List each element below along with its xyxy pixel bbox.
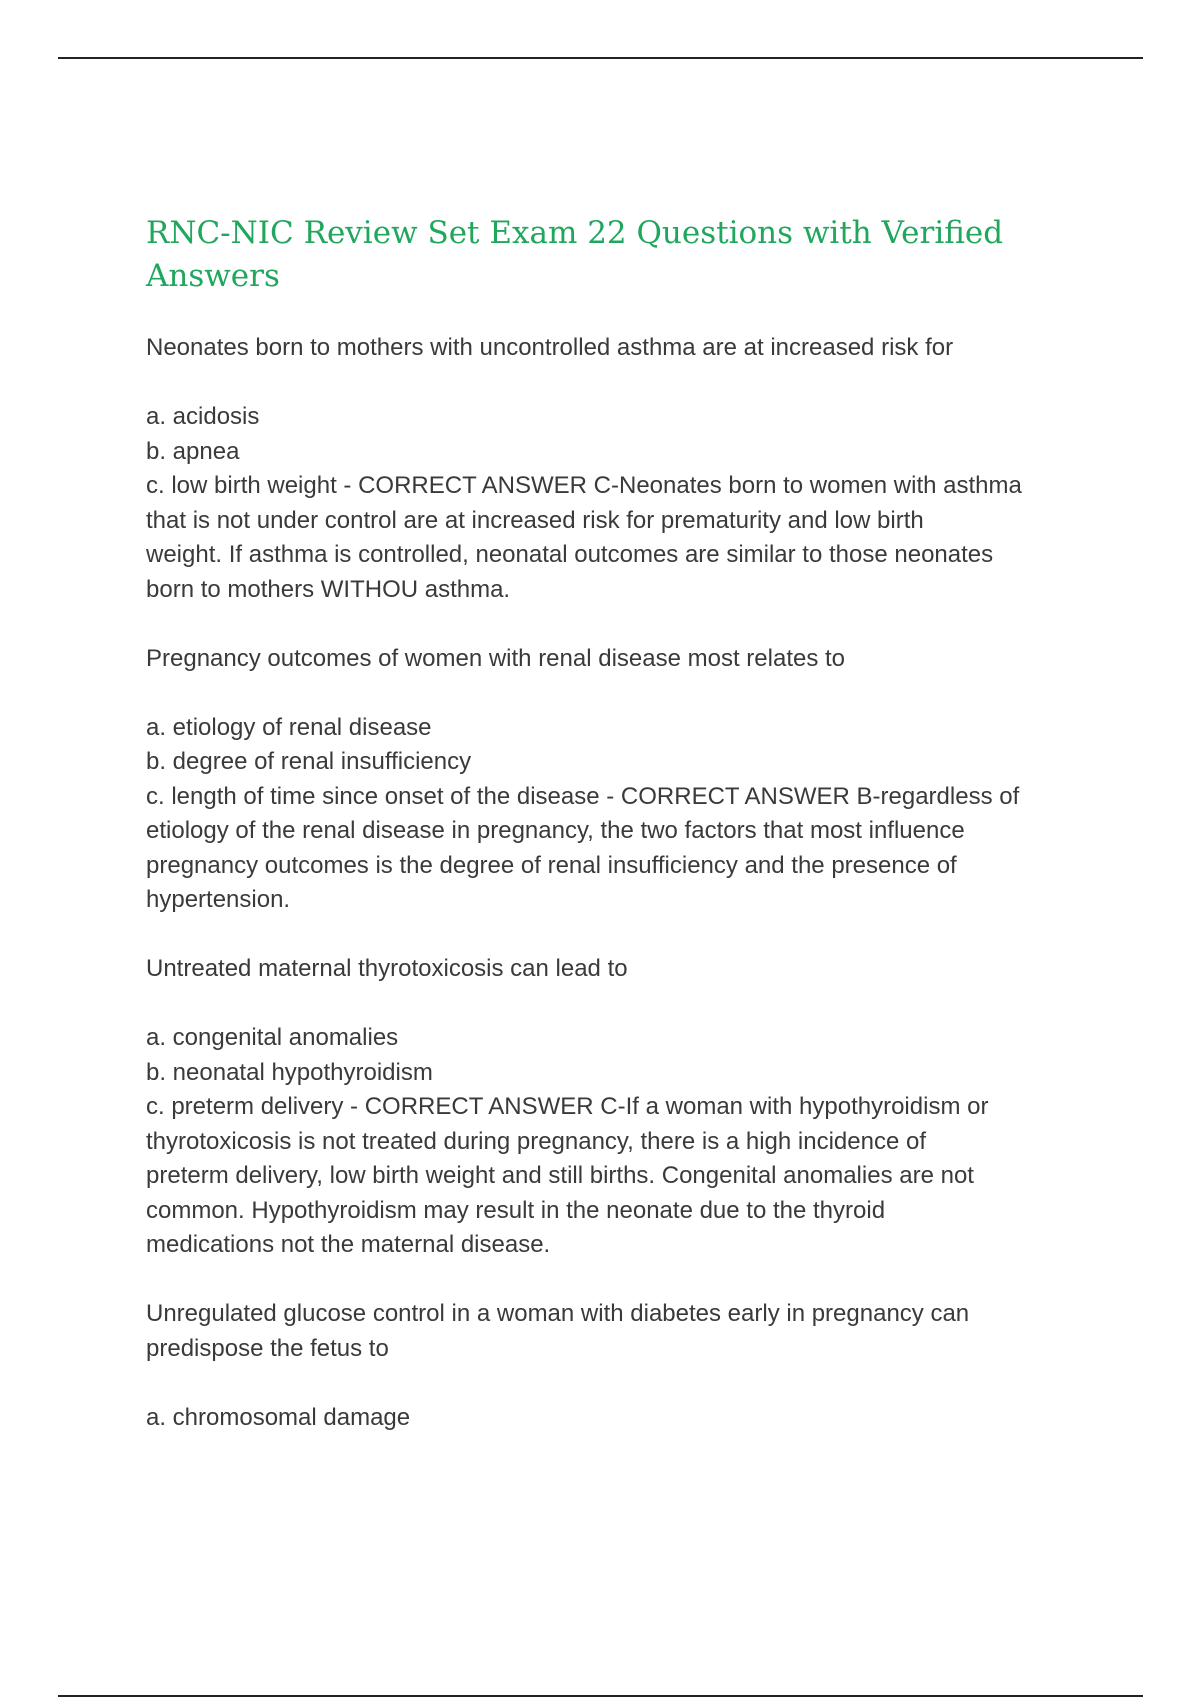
question-1-explanation: weight. If asthma is controlled, neonatal outcomes are similar to those neonates <box>146 541 994 568</box>
question-3-stem: Untreated maternal thyrotoxicosis can lead to <box>146 955 628 982</box>
question-3-option-a: a. congenital anomalies <box>146 1024 399 1051</box>
header-rule <box>58 57 1143 59</box>
title-line-1: RNC-NIC Review Set Exam 22 Questions with Verified <box>146 215 1004 251</box>
question-2-explanation: hypertension. <box>146 886 291 913</box>
document-title <box>146 212 1081 298</box>
question-2-option-a: a. etiology of renal disease <box>146 713 432 741</box>
question-3-explanation: thyrotoxicosis is not treated during pregnancy, there is a high incidence of <box>146 1127 926 1155</box>
question-2-stem: Pregnancy outcomes of women with renal disease most relates to <box>146 644 846 672</box>
question-2-option-b: b. degree of renal insufficiency <box>146 748 472 775</box>
question-4-option-a: a. chromosomal damage <box>146 1403 411 1431</box>
question-3-explanation: preterm delivery, low birth weight and still births. Congenital anomalies are not <box>146 1162 974 1189</box>
title-line-2: Answers <box>146 258 280 294</box>
question-1-stem: Neonates born to mothers with uncontrolled asthma are at increased risk for <box>146 334 954 361</box>
question-3-explanation: medications not the maternal disease. <box>146 1231 551 1258</box>
question-3-explanation: common. Hypothyroidism may result in the neonate due to the thyroid <box>146 1196 886 1224</box>
question-3-option-c-answer: c. preterm delivery - CORRECT ANSWER C-If a woman with hypothyroidism or <box>146 1093 989 1120</box>
question-2-explanation: etiology of the renal disease in pregnancy, the two factors that most influence <box>146 817 965 844</box>
question-1-explanation: that is not under control are at increased risk for prematurity and low birth <box>146 506 924 534</box>
question-2-explanation: pregnancy outcomes is the degree of renal insufficiency and the presence of <box>146 851 957 879</box>
question-1-explanation: born to mothers WITHOU asthma. <box>146 575 511 603</box>
footer-rule <box>58 1695 1143 1697</box>
question-1-option-c-answer: c. low birth weight - CORRECT ANSWER C-Neonates born to women with asthma <box>146 472 1022 499</box>
document-body <box>146 212 1081 1435</box>
question-1-option-a: a. acidosis <box>146 403 260 430</box>
question-2-option-c-answer: c. length of time since onset of the disease - CORRECT ANSWER B-regardless of <box>146 782 1020 810</box>
question-3-option-b: b. neonatal hypothyroidism <box>146 1058 433 1086</box>
question-4-stem: Unregulated glucose control in a woman with diabetes early in pregnancy can <box>146 1300 970 1327</box>
question-4-stem: predispose the fetus to <box>146 1334 389 1362</box>
question-list <box>146 331 1081 1435</box>
question-1-option-b: b. apnea <box>146 437 240 465</box>
